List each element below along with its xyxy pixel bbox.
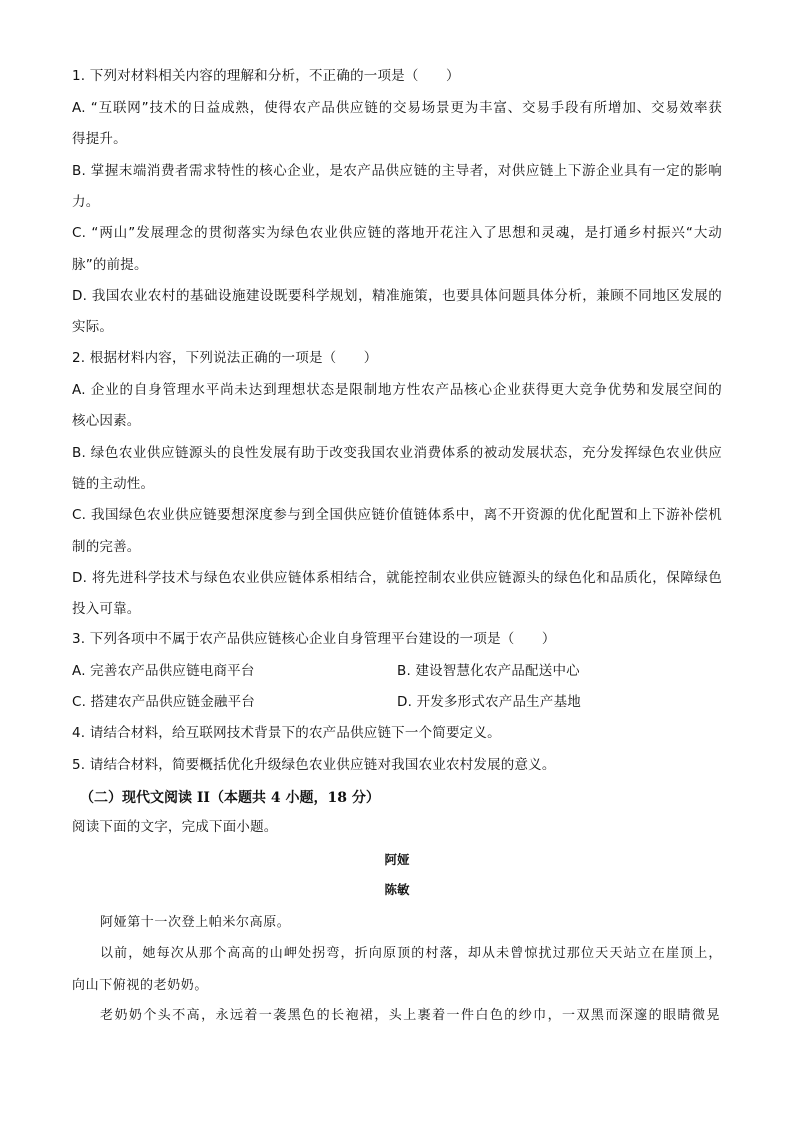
q1-option-b: B. 掌握末端消费者需求特性的核心企业，是农产品供应链的主导者，对供应链上下游企业具有一定的影响 (72, 163, 722, 179)
q1-option-c-cont: 脉”的前提。 (72, 257, 148, 273)
q3-option-d: D. 开发多形式农产品生产基地 (397, 694, 581, 710)
q2-stem: 2. 根据材料内容，下列说法正确的一项是（ ） (72, 350, 378, 366)
q1-option-b-cont: 力。 (72, 194, 100, 210)
section-heading: （二）现代文阅读 II（本题共 4 小题，18 分） (80, 790, 380, 806)
story-paragraph-1: 阿娅第十一次登上帕米尔高原。 (100, 915, 291, 930)
q1-stem: 1. 下列对材料相关内容的理解和分析，不正确的一项是（ ） (72, 68, 460, 84)
q5-stem: 5. 请结合材料，简要概括优化升级绿色农业供应链对我国农业农村发展的意义。 (72, 757, 556, 773)
q1-option-c: C. “两山”发展理念的贯彻落实为绿色农业供应链的落地开花注入了思想和灵魂，是打通乡村振兴“大动 (72, 225, 722, 241)
q2-option-c-cont: 制的完善。 (72, 539, 141, 555)
reading-instruction: 阅读下面的文字，完成下面小题。 (72, 819, 278, 835)
q2-option-d: D. 将先进科学技术与绿色农业供应链体系相结合，就能控制农业供应链源头的绿色化和品质化，保障绿色 (72, 570, 722, 586)
story-author: 陈敏 (384, 882, 410, 897)
q4-stem: 4. 请结合材料，给互联网技术背景下的农产品供应链下一个简要定义。 (72, 725, 501, 741)
q3-stem: 3. 下列各项中不属于农产品供应链核心企业自身管理平台建设的一项是（ ） (72, 631, 556, 647)
story-paragraph-2: 以前，她每次从那个高高的山岬处拐弯，折向原顶的村落，却从未曾惊扰过那位天天站立在崖顶上， (100, 946, 722, 961)
q2-option-c: C. 我国绿色农业供应链要想深度参与到全国供应链价值链体系中，离不开资源的优化配置和上下游补偿机 (72, 507, 722, 523)
q3-option-b: B. 建设智慧化农产品配送中心 (397, 663, 580, 679)
q2-option-b-cont: 链的主动性。 (72, 476, 155, 492)
q1-option-a: A. “互联网”技术的日益成熟，使得农产品供应链的交易场景更为丰富、交易手段有所增加、交易效率获 (72, 100, 722, 116)
q2-option-b: B. 绿色农业供应链源头的良性发展有助于改变我国农业消费体系的被动发展状态，充分发挥绿色农业供应 (72, 445, 722, 461)
q2-option-d-cont: 投入可靠。 (72, 601, 141, 617)
story-paragraph-2-cont: 向山下俯视的老奶奶。 (72, 978, 209, 993)
story-paragraph-3: 老奶奶个头不高，永远着一袭黑色的长袍裙，头上裹着一件白色的纱巾，一双黑而深邃的眼睛微晃 (100, 1008, 720, 1023)
q3-option-a: A. 完善农产品供应链电商平台 (72, 663, 255, 679)
q3-option-c: C. 搭建农产品供应链金融平台 (72, 694, 256, 710)
q1-option-a-cont: 得提升。 (72, 131, 127, 147)
q2-option-a-cont: 核心因素。 (72, 413, 141, 429)
q1-option-d: D. 我国农业农村的基础设施建设既要科学规划，精准施策，也要具体问题具体分析，兼顾不同地区发展的 (72, 288, 722, 304)
q2-option-a: A. 企业的自身管理水平尚未达到理想状态是限制地方性农产品核心企业获得更大竞争优势和发展空间的 (72, 382, 722, 398)
q1-option-d-cont: 实际。 (72, 319, 114, 335)
story-title: 阿娅 (384, 852, 410, 867)
